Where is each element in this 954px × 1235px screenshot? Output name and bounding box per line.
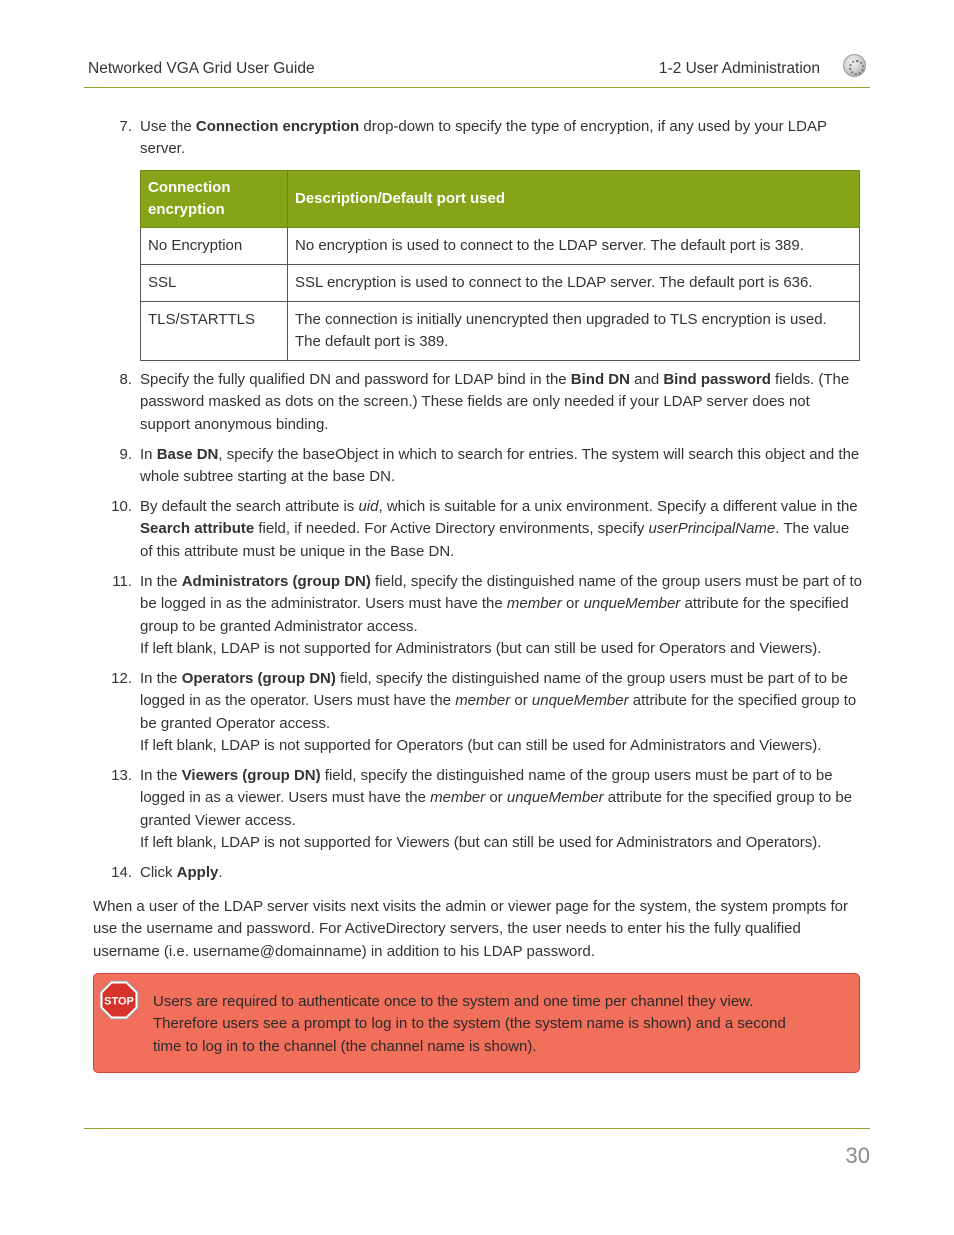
cell-encryption: No Encryption	[141, 228, 288, 265]
step-number: 8.	[119, 371, 132, 388]
col-header-encryption: Connection encryption	[141, 171, 288, 228]
stop-warning-box	[93, 973, 860, 1073]
stop-sign-label: STOP	[104, 995, 134, 1008]
table-row	[141, 228, 860, 265]
table-row	[141, 265, 860, 302]
step-10: 10. By default the search attribute is uid, which is suitable for a unix environment. Specify a different value in the Search attribute field, if needed. For Active Directory environments, specify userPrincipalName. The value of this attribute must be unique in the Base DN.	[140, 496, 862, 563]
stop-line: time to log in to the channel (the channel name is shown).	[153, 1037, 537, 1055]
stop-message	[153, 991, 843, 1058]
cell-description: The connection is initially unencrypted then upgraded to TLS encryption is used. The default port is 389.	[288, 302, 860, 361]
step-number: 14.	[111, 864, 132, 881]
cell-encryption: TLS/STARTTLS	[141, 302, 288, 361]
encryption-table	[140, 170, 860, 361]
cell-encryption: SSL	[141, 265, 288, 302]
step-note: If left blank, LDAP is not supported for Viewers (but can still be used for Administrators and Operators).	[140, 833, 822, 851]
step-note: If left blank, LDAP is not supported for Operators (but can still be used for Administrators and Viewers).	[140, 736, 822, 754]
step-number: 7.	[119, 118, 132, 135]
page-header	[84, 52, 870, 88]
step-number: 9.	[119, 446, 132, 463]
step-9: 9. In Base DN, specify the baseObject in which to search for entries. The system will search this object and the whole subtree starting at the base DN.	[140, 444, 862, 489]
section-title: 1-2 User Administration	[658, 60, 820, 77]
step-number: 11.	[112, 573, 132, 590]
step-number: 10.	[111, 498, 132, 515]
step-13: 13. In the Viewers (group DN) field, specify the distinguished name of the group users must be part of to be logged in as a viewer. Users must have the member or unqueMember attribute for the specified group to be granted Viewer access. If left blank, LDAP is not supported for Viewers (but can still be used for Administrators and Operators).	[140, 765, 862, 854]
step-14: 14. Click Apply.	[140, 862, 862, 884]
step-note: If left blank, LDAP is not supported for Administrators (but can still be used for Operators and Viewers).	[140, 639, 822, 657]
step-number: 12.	[111, 670, 132, 687]
step-8: 8. Specify the fully qualified DN and password for LDAP bind in the Bind DN and Bind password fields. (The password masked as dots on the screen.) These fields are only needed if your LDAP server does not support anonymous binding.	[140, 369, 862, 436]
stop-sign-icon	[98, 979, 140, 1021]
epiphan-logo-icon	[843, 54, 866, 77]
footer-rule	[84, 1128, 870, 1129]
step-12: 12. In the Operators (group DN) field, specify the distinguished name of the group users must be part of to be logged in as the operator. Users must have the member or unqueMember attribute for the specified group to be granted Operator access. If left blank, LDAP is not supported for Operators (but can still be used for Administrators and Viewers).	[140, 668, 862, 757]
step-7: 7. Use the Connection encryption drop-down to specify the type of encryption, if any used by your LDAP server.	[140, 116, 862, 161]
login-paragraph: When a user of the LDAP server visits next visits the admin or viewer page for the system, the system prompts for use the username and password. For ActiveDirectory servers, the user needs to enter his the fully qualified username (i.e. username@domainname) in addition to his LDAP password.	[93, 898, 849, 960]
stop-line: Therefore users see a prompt to log in to the system (the system name is shown) and a second	[153, 1015, 786, 1033]
table-row	[141, 302, 860, 361]
step-number: 13.	[111, 767, 132, 784]
col-header-description: Description/Default port used	[288, 171, 860, 228]
page-number: 30	[845, 1143, 870, 1168]
step-11: 11. In the Administrators (group DN) field, specify the distinguished name of the group users must be part of to be logged in as the administrator. Users must have the member or unqueMember attribute for the specified group to be granted Administrator access. If left blank, LDAP is not supported for Administrators (but can still be used for Operators and Viewers).	[140, 571, 862, 660]
guide-title: Networked VGA Grid User Guide	[88, 60, 315, 77]
table-header-row	[141, 171, 860, 228]
cell-description: SSL encryption is used to connect to the LDAP server. The default port is 636.	[288, 265, 860, 302]
cell-description: No encryption is used to connect to the LDAP server. The default port is 389.	[288, 228, 860, 265]
stop-line: Users are required to authenticate once to the system and one time per channel they view.	[153, 993, 754, 1010]
